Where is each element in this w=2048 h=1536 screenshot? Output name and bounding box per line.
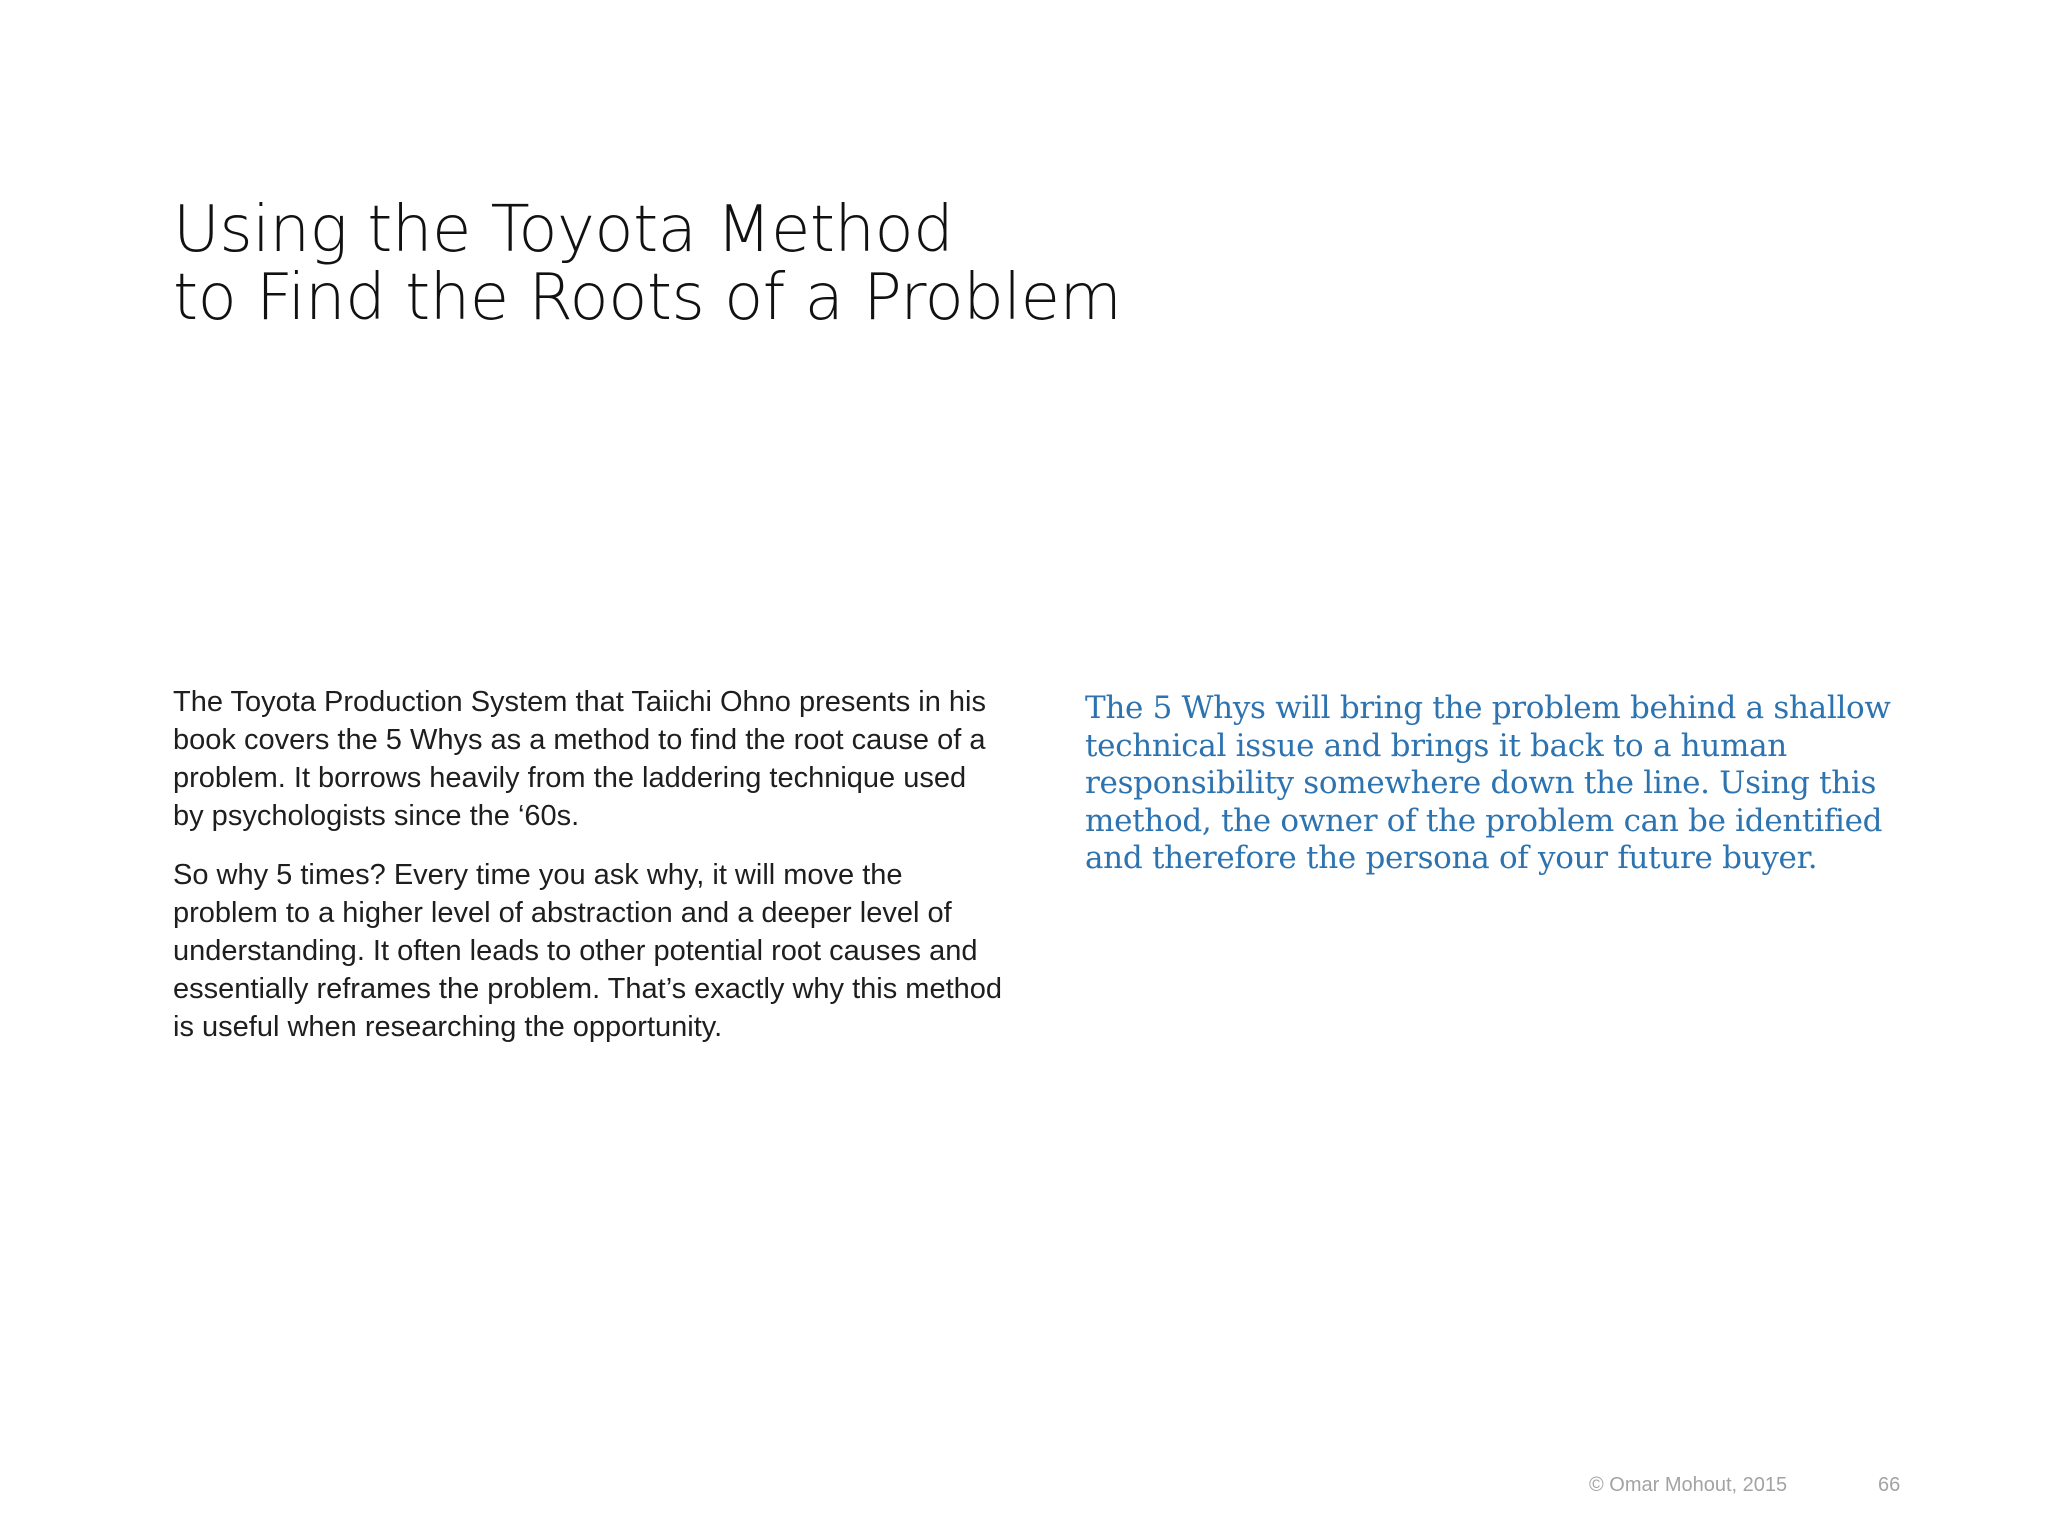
body-paragraph-1: The Toyota Production System that Taiichi Ohno presents in his book covers the 5 Whys as a method to find the root cause of a problem. It borrows heavily from the laddering technique used by psychologists since the ‘60s.	[173, 686, 986, 832]
page-title	[173, 193, 1273, 335]
title-line-1: Using the Toyota Method	[173, 193, 954, 267]
page-number: 66	[1878, 1474, 1901, 1496]
pull-quote: The 5 Whys will bring the problem behind a shallow technical issue and brings it back to a human responsibility somewhere down the line. Using this method, the owner of the problem can be identified and therefore the persona of your future buyer.	[1085, 690, 1891, 876]
body-text-column	[173, 683, 1003, 1067]
body-paragraph-2: So why 5 times? Every time you ask why, it will move the problem to a higher level of abstraction and a deeper level of understanding. It often leads to other potential root causes and essentially reframes the problem. That’s exactly why this method is useful when researching the opportunity.	[173, 859, 1003, 1043]
title-line-2: to Find the Roots of a Problem	[173, 261, 1122, 335]
footer-copyright: © Omar Mohout, 2015	[1589, 1474, 1788, 1496]
